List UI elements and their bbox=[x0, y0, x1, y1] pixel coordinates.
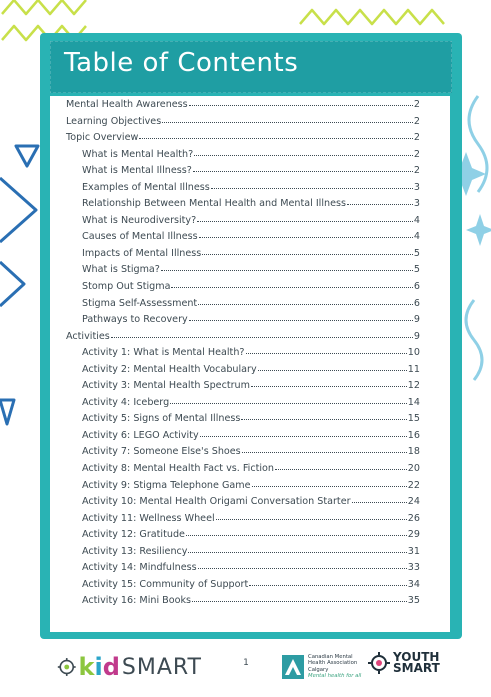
toc-entry-label: Examples of Mental Illness bbox=[82, 181, 210, 193]
toc-entry[interactable] bbox=[66, 347, 420, 364]
toc-entry-label: Pathways to Recovery bbox=[82, 314, 188, 326]
toc-entry[interactable] bbox=[66, 546, 420, 563]
toc-entry-label: Activity 5: Signs of Mental Illness bbox=[82, 413, 241, 425]
toc-leader-dots bbox=[258, 370, 407, 371]
toc-leader-dots bbox=[198, 568, 407, 569]
toc-entry[interactable] bbox=[66, 480, 420, 497]
toc-entry[interactable] bbox=[66, 116, 420, 133]
toc-entry-page: 35 bbox=[407, 595, 420, 607]
toc-leader-dots bbox=[194, 155, 413, 156]
toc-entry-label: What is Stigma? bbox=[82, 264, 160, 276]
toc-entry-label: What is Neurodiversity? bbox=[82, 214, 197, 226]
toc-entry[interactable] bbox=[66, 132, 420, 149]
toc-entry-label: Learning Objectives bbox=[66, 115, 162, 127]
toc-entry-label: Activity 10: Mental Health Origami Conversation Starter bbox=[82, 496, 351, 508]
toc-entry-label: Stomp Out Stigma bbox=[82, 281, 171, 293]
toc-entry-page: 2 bbox=[413, 165, 420, 177]
toc-entry-page: 6 bbox=[413, 297, 420, 309]
toc-entry-page: 26 bbox=[407, 512, 420, 524]
toc-leader-dots bbox=[211, 188, 413, 189]
toc-entry[interactable] bbox=[66, 529, 420, 546]
youthsmart-logo bbox=[368, 652, 440, 674]
toc-entry[interactable] bbox=[66, 215, 420, 232]
toc-entry-page: 9 bbox=[413, 314, 420, 326]
toc-entry-label: Topic Overview bbox=[66, 132, 139, 144]
toc-entry[interactable] bbox=[66, 430, 420, 447]
toc-entry[interactable] bbox=[66, 231, 420, 248]
toc-entry[interactable] bbox=[66, 99, 420, 116]
toc-entry-page: 5 bbox=[413, 264, 420, 276]
toc-entry[interactable] bbox=[66, 314, 420, 331]
toc-leader-dots bbox=[242, 452, 407, 453]
toc-entry-label: What is Mental Illness? bbox=[82, 165, 192, 177]
blue-arrow-decoration bbox=[0, 146, 38, 424]
page-title: Table of Contents bbox=[64, 48, 299, 78]
light-blue-decoration bbox=[466, 96, 487, 380]
cmha-icon bbox=[282, 655, 304, 679]
kidsmart-word-smart: SMART bbox=[121, 654, 202, 680]
toc-entry-label: Activity 12: Gratitude bbox=[82, 529, 185, 541]
toc-entry[interactable] bbox=[66, 463, 420, 480]
toc-entry-label: Activity 9: Stigma Telephone Game bbox=[82, 479, 251, 491]
page-number: 1 bbox=[243, 658, 249, 668]
kidsmart-letter-i: i bbox=[94, 653, 103, 681]
toc-entry-label: Activity 1: What is Mental Health? bbox=[82, 347, 245, 359]
toc-entry[interactable] bbox=[66, 595, 420, 612]
toc-leader-dots bbox=[188, 552, 406, 553]
toc-leader-dots bbox=[216, 519, 407, 520]
toc-entry-label: Activity 8: Mental Health Fact vs. Fiction bbox=[82, 463, 274, 475]
toc-leader-dots bbox=[197, 221, 413, 222]
toc-leader-dots bbox=[352, 502, 407, 503]
toc-entry[interactable] bbox=[66, 165, 420, 182]
toc-entry-label: Activity 7: Someone Else's Shoes bbox=[82, 446, 241, 458]
toc-entry-label: Mental Health Awareness bbox=[66, 99, 188, 110]
toc-entry[interactable] bbox=[66, 496, 420, 513]
toc-entry-label: Activity 16: Mini Books bbox=[82, 595, 192, 607]
toc-leader-dots bbox=[252, 486, 407, 487]
toc-entry-page: 2 bbox=[413, 148, 420, 160]
zigzag-decoration-top-right bbox=[300, 10, 444, 24]
toc-entry-label: Relationship Between Mental Health and Mental Illness bbox=[82, 198, 346, 210]
toc-entry-page: 12 bbox=[407, 380, 420, 392]
toc-entry-page: 10 bbox=[407, 347, 420, 359]
toc-entry-page: 33 bbox=[407, 562, 420, 574]
toc-leader-dots bbox=[200, 436, 407, 437]
toc-entry-page: 5 bbox=[413, 247, 420, 259]
toc-entry[interactable] bbox=[66, 413, 420, 430]
toc-leader-dots bbox=[139, 138, 413, 139]
toc-entry-page: 2 bbox=[413, 99, 420, 110]
youthsmart-line-2: SMART bbox=[393, 661, 440, 675]
toc-entry-page: 3 bbox=[413, 198, 420, 210]
toc-entry[interactable] bbox=[66, 281, 420, 298]
toc-entry-label: Stigma Self-Assessment bbox=[82, 297, 198, 309]
toc-entry-page: 20 bbox=[407, 463, 420, 475]
toc-entry[interactable] bbox=[66, 149, 420, 166]
toc-entry[interactable] bbox=[66, 331, 420, 348]
toc-entry-label: Activity 6: LEGO Activity bbox=[82, 429, 199, 441]
toc-leader-dots bbox=[202, 254, 413, 255]
toc-entry-label: Impacts of Mental Illness bbox=[82, 247, 202, 259]
toc-leader-dots bbox=[189, 320, 413, 321]
youthsmart-line-1: YOUTH bbox=[393, 650, 440, 664]
toc-leader-dots bbox=[111, 337, 413, 338]
cmha-logo bbox=[282, 654, 361, 679]
toc-leader-dots bbox=[246, 353, 407, 354]
toc-entry[interactable] bbox=[66, 248, 420, 265]
toc-entry-label: Activity 2: Mental Health Vocabulary bbox=[82, 363, 257, 375]
toc-leader-dots bbox=[347, 204, 413, 205]
toc-leader-dots bbox=[192, 601, 407, 602]
toc-entry[interactable] bbox=[66, 513, 420, 530]
toc-leader-dots bbox=[198, 304, 413, 305]
kidsmart-letter-k: k bbox=[78, 653, 95, 681]
toc-entry[interactable] bbox=[66, 264, 420, 281]
toc-entry-page: 3 bbox=[413, 181, 420, 193]
toc-entry-label: Activity 11: Wellness Wheel bbox=[82, 512, 215, 524]
toc-entry-page: 4 bbox=[413, 214, 420, 226]
toc-leader-dots bbox=[241, 419, 406, 420]
toc-entry-page: 14 bbox=[407, 396, 420, 408]
cmha-text bbox=[308, 654, 361, 679]
toc-list bbox=[66, 99, 420, 612]
toc-leader-dots bbox=[199, 237, 413, 238]
toc-leader-dots bbox=[189, 105, 413, 106]
toc-entry[interactable] bbox=[66, 198, 420, 215]
toc-leader-dots bbox=[161, 270, 413, 271]
toc-entry[interactable] bbox=[66, 562, 420, 579]
toc-entry[interactable] bbox=[66, 397, 420, 414]
toc-entry-label: Activity 15: Community of Support bbox=[82, 578, 249, 590]
toc-leader-dots bbox=[171, 287, 412, 288]
toc-entry-page: 24 bbox=[407, 496, 420, 508]
toc-entry-page: 34 bbox=[407, 578, 420, 590]
toc-entry-label: Activity 14: Mindfulness bbox=[82, 562, 197, 574]
toc-entry-page: 9 bbox=[413, 330, 420, 342]
toc-entry-label: Activities bbox=[66, 330, 110, 342]
toc-leader-dots bbox=[249, 585, 407, 586]
toc-leader-dots bbox=[275, 469, 407, 470]
toc-entry-page: 6 bbox=[413, 281, 420, 293]
toc-entry-label: Activity 4: Iceberg bbox=[82, 396, 170, 408]
toc-entry[interactable] bbox=[66, 298, 420, 315]
toc-entry-page: 22 bbox=[407, 479, 420, 491]
cmha-tagline: Mental health for all bbox=[308, 672, 362, 679]
toc-entry-page: 4 bbox=[413, 231, 420, 243]
toc-entry[interactable] bbox=[66, 446, 420, 463]
toc-leader-dots bbox=[170, 403, 407, 404]
toc-entry-page: 15 bbox=[407, 413, 420, 425]
toc-entry-page: 29 bbox=[407, 529, 420, 541]
youthsmart-text bbox=[393, 652, 440, 674]
cmha-line-3: Calgary bbox=[308, 666, 329, 673]
toc-entry-page: 2 bbox=[413, 115, 420, 127]
toc-entry-page: 2 bbox=[413, 132, 420, 144]
toc-entry-label: Causes of Mental Illness bbox=[82, 231, 198, 243]
toc-leader-dots bbox=[193, 171, 413, 172]
toc-entry-page: 16 bbox=[407, 429, 420, 441]
toc-leader-dots bbox=[162, 122, 413, 123]
toc-entry[interactable] bbox=[66, 182, 420, 199]
toc-entry[interactable] bbox=[66, 579, 420, 596]
toc-entry-page: 18 bbox=[407, 446, 420, 458]
toc-entry-page: 11 bbox=[407, 363, 420, 375]
kidsmart-letter-d: d bbox=[102, 653, 120, 681]
gear-icon bbox=[57, 655, 76, 679]
toc-entry[interactable] bbox=[66, 364, 420, 381]
toc-leader-dots bbox=[186, 535, 407, 536]
toc-entry-label: Activity 3: Mental Health Spectrum bbox=[82, 380, 250, 392]
cmha-line-2: Health Association bbox=[308, 660, 358, 667]
toc-leader-dots bbox=[251, 386, 407, 387]
kidsmart-logo bbox=[57, 651, 202, 683]
toc-entry-label: Activity 13: Resiliency bbox=[82, 545, 188, 557]
toc-entry[interactable] bbox=[66, 380, 420, 397]
cmha-line-1: Canadian Mental bbox=[308, 654, 353, 660]
toc-entry-label: What is Mental Health? bbox=[82, 148, 194, 160]
youthsmart-gear-icon bbox=[368, 652, 390, 674]
toc-entry-page: 31 bbox=[407, 545, 420, 557]
